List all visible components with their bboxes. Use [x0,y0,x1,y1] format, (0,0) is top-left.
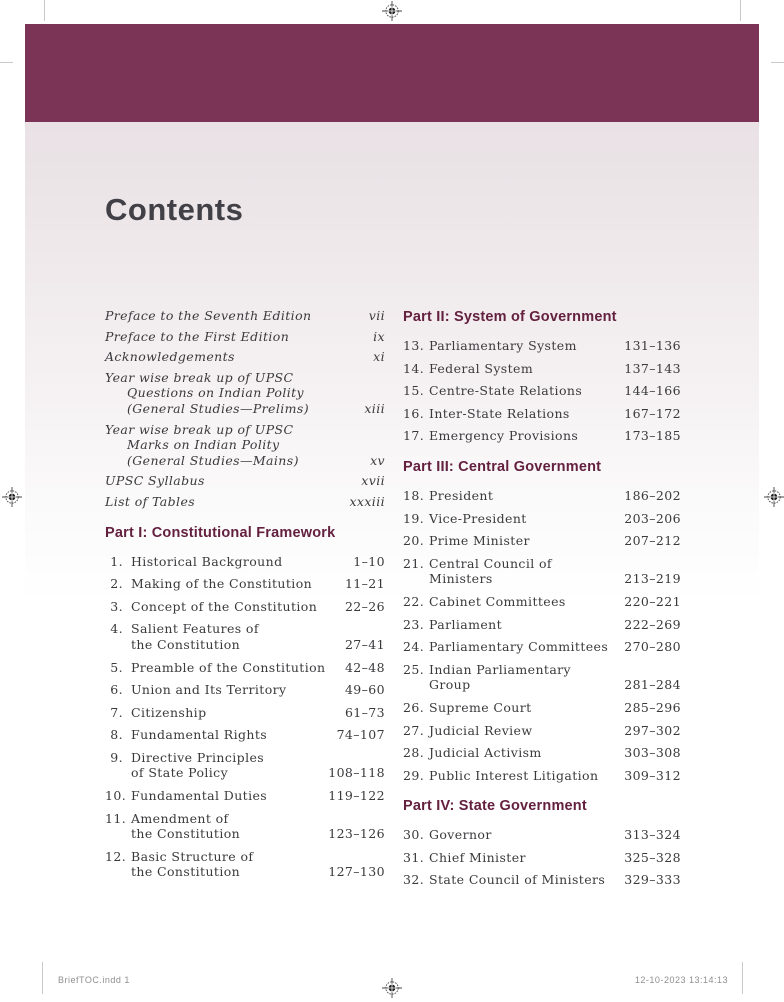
crop-mark [740,0,741,21]
toc-entry-line: Citizenship [131,704,207,720]
toc-entry-pages: 270–280 [624,639,681,655]
toc-entry-title [429,383,624,399]
toc-entry-title [131,554,353,570]
part-heading: Part II: System of Government [403,309,617,325]
toc-left-column [105,308,385,895]
toc-entry [403,533,681,549]
toc-entry-line: List of Tables [105,493,196,509]
toc-entry-number: 15. [403,383,425,399]
toc-entry-line: (General Studies—Prelims) [127,400,309,416]
toc-entry [403,723,681,739]
toc-entry-line: Marks on Indian Polity [127,437,280,453]
crop-mark [742,962,743,994]
toc-entry-number: 4. [110,621,123,637]
toc-entry-title [429,662,624,693]
toc-entry [105,750,385,781]
toc-entry [403,338,681,354]
toc-entry-title [105,494,349,510]
toc-entry [105,494,385,510]
toc-entry [403,428,681,444]
toc-entry-number: 11. [105,810,127,826]
toc-entry-number: 22. [403,593,425,609]
toc-entry-number: 18. [403,487,425,503]
toc-entry-number: 24. [403,639,425,655]
toc-entry-pages: 119–122 [328,788,385,804]
toc-entry-pages: 49–60 [344,682,385,698]
registration-mark-icon [764,487,784,507]
toc-entry-pages: 167–172 [624,405,681,421]
toc-entry-line: Emergency Provisions [429,428,579,444]
toc-entry-pages: 74–107 [336,727,385,743]
toc-entry-number: 23. [403,616,425,632]
toc-entry-pages: 303–308 [624,745,681,761]
toc-entry-number: 9. [110,749,123,765]
toc-entry-line: of State Policy [131,765,229,781]
toc-entry-pages: 144–166 [624,383,681,399]
toc-entry-title [429,338,624,354]
toc-entry [105,576,385,592]
toc-entry-number: 31. [403,849,425,865]
toc-entry-pages: 127–130 [328,864,385,880]
toc-entry [105,349,385,365]
toc-entry-number: 21. [403,555,425,571]
toc-entry-line: Fundamental Duties [131,788,268,804]
toc-entry-line: Preface to the Seventh Edition [105,308,312,323]
toc-entry-title [105,308,369,324]
toc-entry [105,370,385,417]
toc-entry [403,556,681,587]
toc-entry-title [105,349,373,365]
toc-entry-title [429,745,624,761]
toc-entry [403,617,681,633]
toc-entry-number: 8. [110,727,123,743]
registration-mark-icon [2,487,22,507]
toc-entry-title [131,811,328,842]
footer-filename: BriefTOC.indd 1 [58,975,130,985]
toc-entry-title [429,511,624,527]
toc-entry-number: 29. [403,767,425,783]
toc-entry-title [429,768,624,784]
toc-entry [403,827,681,843]
toc-entry-title [429,406,624,422]
toc-entry [105,621,385,652]
part-heading: Part IV: State Government [403,798,587,815]
toc-entry-line: President [429,487,494,503]
toc-entry-pages: 297–302 [624,722,681,738]
crop-mark [771,62,784,63]
toc-entry-line: Basic Structure of [131,848,254,864]
toc-entry-title [429,361,624,377]
toc-entry-number: 3. [110,598,123,614]
toc-entry [403,700,681,716]
toc-entry-line: Indian Parliamentary [429,661,572,677]
book-page [25,24,759,962]
crop-mark [44,0,45,21]
toc-entry-page: vii [368,308,385,323]
toc-entry-line: Cabinet Committees [429,593,566,609]
toc-entry [105,705,385,721]
toc-entry [403,768,681,784]
toc-entry-line: Prime Minister [429,533,530,549]
toc-entry-page: xvii [361,473,385,489]
toc-entry [105,727,385,743]
toc-entry-title [131,705,345,721]
toc-entry [403,745,681,761]
toc-entry-title [429,723,624,739]
toc-entry-pages: 285–296 [624,699,681,715]
toc-entry-pages: 325–328 [624,849,681,865]
toc-entry-title [429,488,624,504]
front-matter-list [105,308,385,510]
toc-entry-pages: 61–73 [344,704,385,720]
toc-entry-page: xiii [364,400,385,416]
toc-entry [403,383,681,399]
toc-entry-line: Public Interest Litigation [429,767,599,783]
toc-entry [105,788,385,804]
toc-entry-line: Central Council of [429,555,552,571]
toc-entry-line: the Constitution [131,826,241,842]
toc-entry-number: 1. [110,553,123,569]
toc-entry [403,361,681,377]
toc-entry [403,639,681,655]
toc-entry-line: Preamble of the Constitution [131,659,326,675]
toc-entry [105,811,385,842]
toc-entry-number: 13. [403,338,425,353]
toc-entry-line: Questions on Indian Polity [127,385,305,401]
toc-entry [105,599,385,615]
toc-entry-line: (General Studies—Mains) [127,452,299,468]
toc-entry [403,406,681,422]
toc-entry-line: Centre-State Relations [429,383,583,399]
toc-entry-number: 19. [403,510,425,526]
toc-entry-pages: 22–26 [344,598,385,614]
toc-entry-title [131,599,345,615]
toc-entry-title [429,827,624,843]
toc-entry-number: 14. [403,360,425,376]
toc-entry [403,488,681,504]
toc-entry-pages: 131–136 [624,338,681,353]
toc-entry-pages: 137–143 [624,360,681,376]
toc-entry-line: Parliament [429,616,503,632]
toc-entry-pages: 11–21 [344,576,385,592]
toc-entry-line: Making of the Constitution [131,576,313,592]
toc-entry [105,660,385,676]
toc-entry [105,329,385,345]
toc-entry-line: Concept of the Constitution [131,598,318,614]
toc-entry [403,662,681,693]
toc-entry-number: 6. [110,682,123,698]
toc-entry-pages: 309–312 [624,767,681,783]
toc-entry-line: Union and Its Territory [131,682,287,698]
toc-entry [105,849,385,880]
toc-entry-line: the Constitution [131,864,241,880]
toc-entry-line: Chief Minister [429,849,526,865]
toc-entry-line: UPSC Syllabus [105,473,205,489]
toc-entry [105,554,385,570]
toc-entry-pages: 108–118 [328,765,385,781]
toc-entry-pages: 42–48 [344,659,385,675]
toc-entry-line: Fundamental Rights [131,727,268,743]
toc-entry [403,511,681,527]
toc-right-column [403,308,681,895]
toc-entry [403,850,681,866]
toc-entry-number: 30. [403,827,425,843]
toc-entry-title [429,617,624,633]
toc-entry-title [131,788,328,804]
toc-entry-number: 17. [403,428,425,444]
toc-entry-title [429,872,624,888]
crop-mark [0,62,13,63]
toc-entry-title [429,850,624,866]
toc-entry-pages: 173–185 [624,428,681,444]
toc-entry-line: Amendment of [131,810,229,826]
toc-entry-title [429,594,624,610]
toc-entry-title [429,428,624,444]
toc-columns [105,308,681,895]
toc-entry-line: Group [429,677,471,693]
crop-mark [42,962,43,994]
toc-entry-pages: 329–333 [624,872,681,888]
toc-entry-line: Parliamentary System [429,338,577,353]
toc-entry-line: Inter-State Relations [429,405,570,421]
toc-entry-pages: 186–202 [624,487,681,503]
toc-entry-title [131,660,345,676]
toc-entry-number: 28. [403,745,425,761]
toc-entry-title [429,533,624,549]
toc-entry-number: 7. [110,704,123,720]
toc-entry-title [429,556,624,587]
toc-entry-pages: 123–126 [328,826,385,842]
registration-mark-icon [382,978,402,998]
toc-entry-line: Salient Features of [131,621,259,637]
part-heading: Part III: Central Government [403,458,602,475]
toc-entry-title [105,329,373,345]
toc-entry-page: ix [373,328,385,344]
toc-entry-number: 27. [403,722,425,738]
toc-entry-number: 32. [403,872,425,888]
toc-entry [403,594,681,610]
toc-entry-pages: 203–206 [624,510,681,526]
toc-entry [105,308,385,324]
toc-entry-pages: 1–10 [353,553,385,569]
toc-entry-pages: 313–324 [624,827,681,843]
toc-entry-number: 25. [403,661,425,677]
toc-entry [403,872,681,888]
toc-entry-number: 20. [403,533,425,549]
toc-entry-number: 26. [403,699,425,715]
toc-entry [105,682,385,698]
toc-entry-page: xi [373,349,385,365]
part-heading: Part I: Constitutional Framework [105,524,336,541]
toc-entry-line: Year wise break up of UPSC [105,369,294,385]
toc-entry-pages: 207–212 [624,533,681,549]
registration-mark-icon [382,1,402,21]
toc-entry-line: State Council of Ministers [429,872,606,888]
toc-entry-line: Preface to the First Edition [105,328,290,344]
toc-entry-number: 12. [105,848,127,864]
toc-entry-number: 5. [110,659,123,675]
toc-entry-pages: 222–269 [624,616,681,632]
toc-entry-line: the Constitution [131,636,241,652]
toc-entry-title [105,422,370,469]
toc-entry-title [429,639,624,655]
toc-entry-title [131,727,337,743]
toc-entry-title [131,621,345,652]
toc-entry-line: Vice-President [429,510,527,526]
toc-entry-pages: 27–41 [344,636,385,652]
header-band [25,24,759,122]
toc-entry-line: Parliamentary Committees [429,639,609,655]
toc-entry-number: 16. [403,405,425,421]
toc-entry-title [131,750,328,781]
toc-entry-title [429,700,624,716]
page-title: Contents [105,192,244,227]
toc-entry-title [131,682,345,698]
toc-entry-pages: 220–221 [624,593,681,609]
toc-entry-line: Supreme Court [429,699,532,715]
toc-entry-title [105,473,361,489]
toc-entry [105,473,385,489]
toc-entry-line: Judicial Review [429,722,533,738]
toc-entry-title [131,849,328,880]
toc-entry-number: 10. [105,788,127,804]
toc-entry-title [131,576,345,592]
toc-entry-number: 2. [110,576,123,592]
toc-entry-line: Federal System [429,360,534,376]
toc-entry-line: Historical Background [131,553,283,569]
toc-entry-page: xv [370,452,385,468]
toc-entry-title [105,370,364,417]
toc-entry-line: Acknowledgements [105,349,235,365]
toc-entry [105,422,385,469]
toc-entry-page: xxxiii [349,493,385,509]
toc-entry-line: Directive Principles [131,749,265,765]
toc-entry-line: Governor [429,827,492,843]
toc-entry-pages: 281–284 [624,677,681,693]
toc-entry-line: Judicial Activism [429,745,542,761]
toc-entry-pages: 213–219 [624,571,681,587]
footer-timestamp: 12-10-2023 13:14:13 [634,975,728,985]
toc-entry-line: Year wise break up of UPSC [105,421,294,437]
toc-entry-line: Ministers [429,571,493,587]
